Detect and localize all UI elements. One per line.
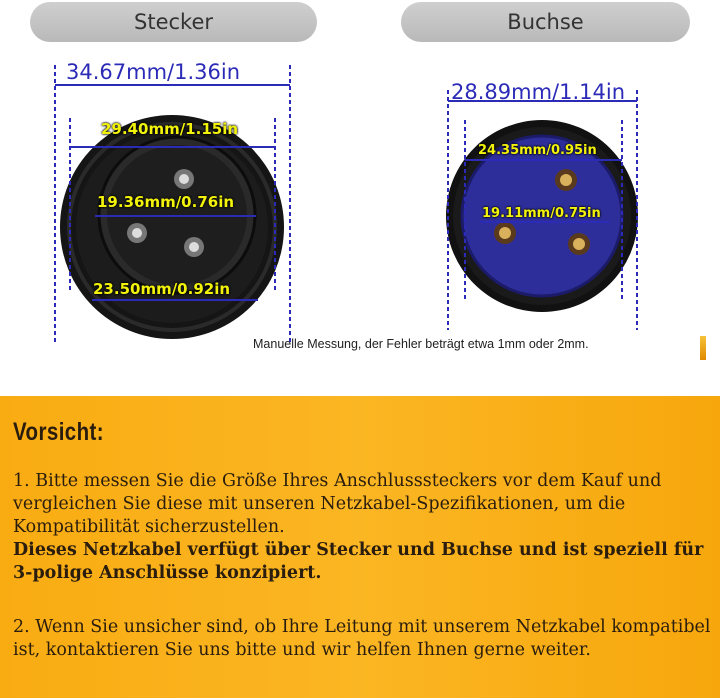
- plug-inner-diameter-bottom: 23.50mm/0.92in: [93, 280, 231, 298]
- socket-label: Buchse: [401, 2, 690, 42]
- caution-panel: [0, 396, 720, 698]
- socket-inner-diameter-mid: 19.11mm/0.75in: [482, 206, 601, 221]
- plug-connector: [60, 115, 284, 339]
- caution-point-2: 2. Wenn Sie unsicher sind, ob Ihre Leitung mit unserem Netzkabel kompatibel ist, kontaktieren Sie uns bitte und wir helfen Ihnen gerne weiter.: [13, 617, 711, 660]
- measurement-note: Manuelle Messung, der Fehler beträgt etwa 1mm oder 2mm.: [253, 337, 589, 351]
- plug-inner-diameter-top: 29.40mm/1.15in: [101, 120, 239, 138]
- plug-inner-diameter-mid: 19.36mm/0.76in: [97, 193, 235, 211]
- caution-heading: Vorsicht:: [13, 418, 105, 446]
- plug-outer-diameter: 34.67mm/1.36in: [66, 60, 241, 84]
- socket-inner-diameter-top: 24.35mm/0.95in: [478, 143, 597, 158]
- note-accent-bar: [700, 336, 706, 360]
- socket-outer-diameter: 28.89mm/1.14in: [451, 80, 626, 104]
- plug-label: Stecker: [30, 2, 317, 42]
- caution-highlight: Dieses Netzkabel verfügt über Stecker und Buchse und ist speziell für 3-polige Anschlüsse konzipiert.: [13, 540, 704, 583]
- caution-point-1: 1. Bitte messen Sie die Größe Ihres Anschlusssteckers vor dem Kauf und vergleichen Sie diese mit unseren Netzkabel-Spezifikationen, um die Kompatibilität sicherzustellen.: [13, 471, 662, 537]
